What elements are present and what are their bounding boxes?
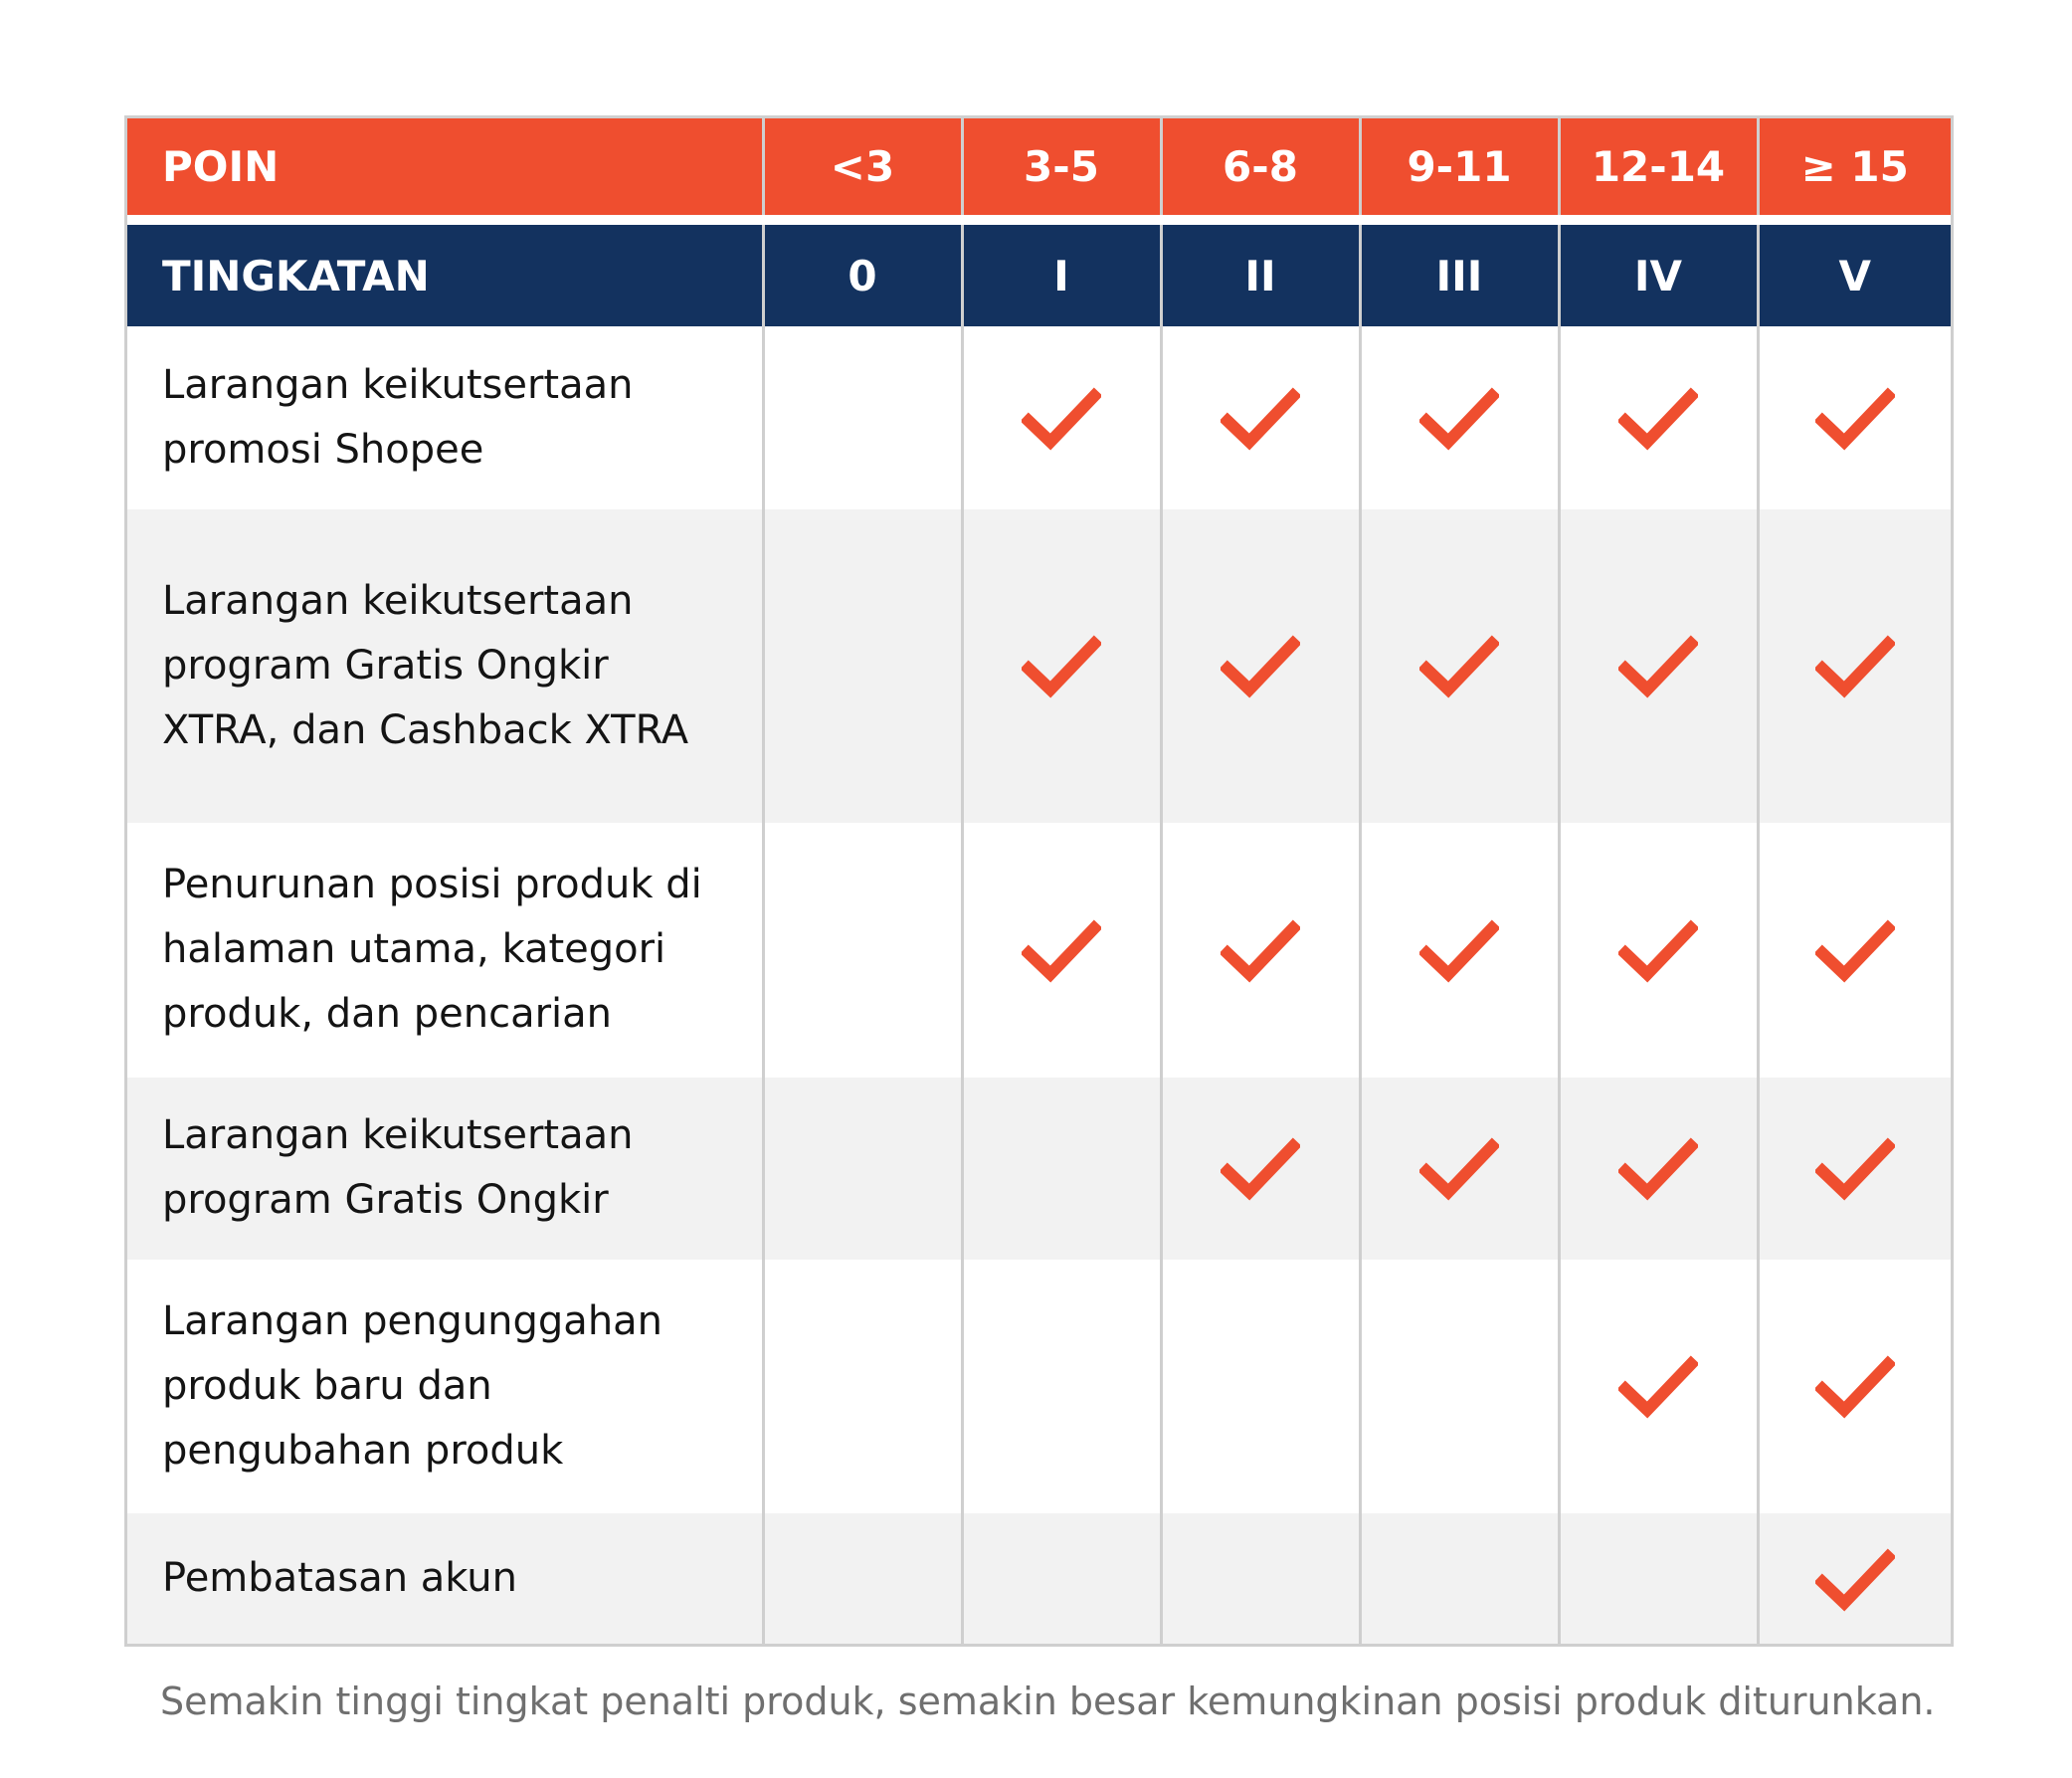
row-label-line: produk, dan pencarian — [162, 991, 613, 1038]
check-mark-icon — [1815, 1548, 1895, 1612]
table-row — [127, 509, 1951, 823]
tingkatan-value: I — [962, 220, 1161, 326]
check-cell — [763, 509, 962, 823]
check-cell — [962, 1260, 1161, 1514]
check-cell — [1161, 1078, 1360, 1260]
check-cell — [1360, 823, 1559, 1078]
check-cell — [1559, 1078, 1758, 1260]
check-cell — [1360, 1078, 1559, 1260]
check-cell — [1758, 509, 1951, 823]
check-cell — [1161, 1513, 1360, 1644]
check-mark-icon — [1815, 387, 1895, 451]
check-cell — [1758, 1260, 1951, 1514]
poin-value: <3 — [763, 118, 962, 220]
check-cell — [1559, 1513, 1758, 1644]
check-cell — [1559, 823, 1758, 1078]
row-label — [127, 1513, 763, 1644]
check-cell — [1161, 509, 1360, 823]
check-mark-icon — [1815, 1137, 1895, 1201]
check-cell — [1758, 823, 1951, 1078]
check-cell — [1161, 326, 1360, 509]
check-mark-icon — [1221, 635, 1300, 698]
check-mark-icon — [1221, 387, 1300, 451]
check-cell — [763, 1078, 962, 1260]
check-mark-icon — [1419, 387, 1499, 451]
row-label-line: program Gratis Ongkir — [162, 642, 609, 689]
check-mark-icon — [1815, 1355, 1895, 1419]
footnote: Semakin tinggi tingkat penalti produk, semakin besar kemungkinan posisi produk diturunkan. — [160, 1679, 1936, 1723]
tingkatan-value: II — [1161, 220, 1360, 326]
tingkatan-header-label: TINGKATAN — [127, 220, 763, 326]
row-label-line: Pembatasan akun — [162, 1555, 517, 1602]
check-cell — [962, 1513, 1161, 1644]
check-mark-icon — [1815, 919, 1895, 983]
poin-value: ≥ 15 — [1758, 118, 1951, 220]
check-cell — [962, 509, 1161, 823]
check-cell — [1360, 1260, 1559, 1514]
check-cell — [1161, 823, 1360, 1078]
tingkatan-header-row — [127, 220, 1951, 326]
check-mark-icon — [1419, 919, 1499, 983]
row-label — [127, 1078, 763, 1260]
row-label-line: promosi Shopee — [162, 426, 484, 473]
row-label-line: XTRA, dan Cashback XTRA — [162, 706, 689, 753]
check-cell — [1559, 509, 1758, 823]
poin-header-label: POIN — [127, 118, 763, 220]
tingkatan-value: 0 — [763, 220, 962, 326]
check-cell — [1559, 326, 1758, 509]
tingkatan-value: IV — [1559, 220, 1758, 326]
row-label-line: pengubahan produk — [162, 1427, 564, 1474]
row-label — [127, 1260, 763, 1514]
row-label-line: Larangan pengunggahan — [162, 1297, 663, 1344]
poin-value: 6-8 — [1161, 118, 1360, 220]
check-mark-icon — [1419, 635, 1499, 698]
poin-header-row — [127, 118, 1951, 220]
table-row — [127, 1260, 1951, 1514]
poin-value: 3-5 — [962, 118, 1161, 220]
check-mark-icon — [1419, 1137, 1499, 1201]
check-mark-icon — [1618, 635, 1698, 698]
table-row — [127, 823, 1951, 1078]
penalty-table-container — [124, 115, 1954, 1647]
check-cell — [1360, 509, 1559, 823]
check-cell — [1758, 1513, 1951, 1644]
check-cell — [763, 1513, 962, 1644]
tingkatan-value: III — [1360, 220, 1559, 326]
check-mark-icon — [1618, 1355, 1698, 1419]
check-mark-icon — [1815, 635, 1895, 698]
check-cell — [1559, 1260, 1758, 1514]
check-mark-icon — [1618, 919, 1698, 983]
row-label-line: Larangan keikutsertaan — [162, 577, 634, 624]
row-label-line: Larangan keikutsertaan — [162, 1112, 634, 1159]
check-cell — [1360, 1513, 1559, 1644]
check-cell — [763, 326, 962, 509]
check-cell — [1758, 1078, 1951, 1260]
check-cell — [1758, 326, 1951, 509]
check-cell — [763, 823, 962, 1078]
check-mark-icon — [1022, 387, 1101, 451]
check-cell — [1360, 326, 1559, 509]
check-mark-icon — [1221, 919, 1300, 983]
penalty-table — [127, 118, 1951, 1644]
row-label — [127, 509, 763, 823]
row-label-line: program Gratis Ongkir — [162, 1177, 609, 1224]
check-cell — [962, 326, 1161, 509]
poin-value: 9-11 — [1360, 118, 1559, 220]
row-label-line: produk baru dan — [162, 1362, 492, 1409]
row-label — [127, 823, 763, 1078]
penalty-table-body — [127, 326, 1951, 1644]
table-row — [127, 1513, 1951, 1644]
table-row — [127, 326, 1951, 509]
tingkatan-value: V — [1758, 220, 1951, 326]
row-label-line: Penurunan posisi produk di — [162, 862, 702, 908]
check-cell — [1161, 1260, 1360, 1514]
row-label — [127, 326, 763, 509]
row-label-line: Larangan keikutsertaan — [162, 361, 634, 408]
check-mark-icon — [1221, 1137, 1300, 1201]
check-mark-icon — [1618, 1137, 1698, 1201]
check-mark-icon — [1022, 635, 1101, 698]
check-mark-icon — [1022, 919, 1101, 983]
check-cell — [962, 823, 1161, 1078]
row-label-line: halaman utama, kategori — [162, 926, 666, 973]
poin-value: 12-14 — [1559, 118, 1758, 220]
check-cell — [763, 1260, 962, 1514]
table-row — [127, 1078, 1951, 1260]
check-cell — [962, 1078, 1161, 1260]
check-mark-icon — [1618, 387, 1698, 451]
